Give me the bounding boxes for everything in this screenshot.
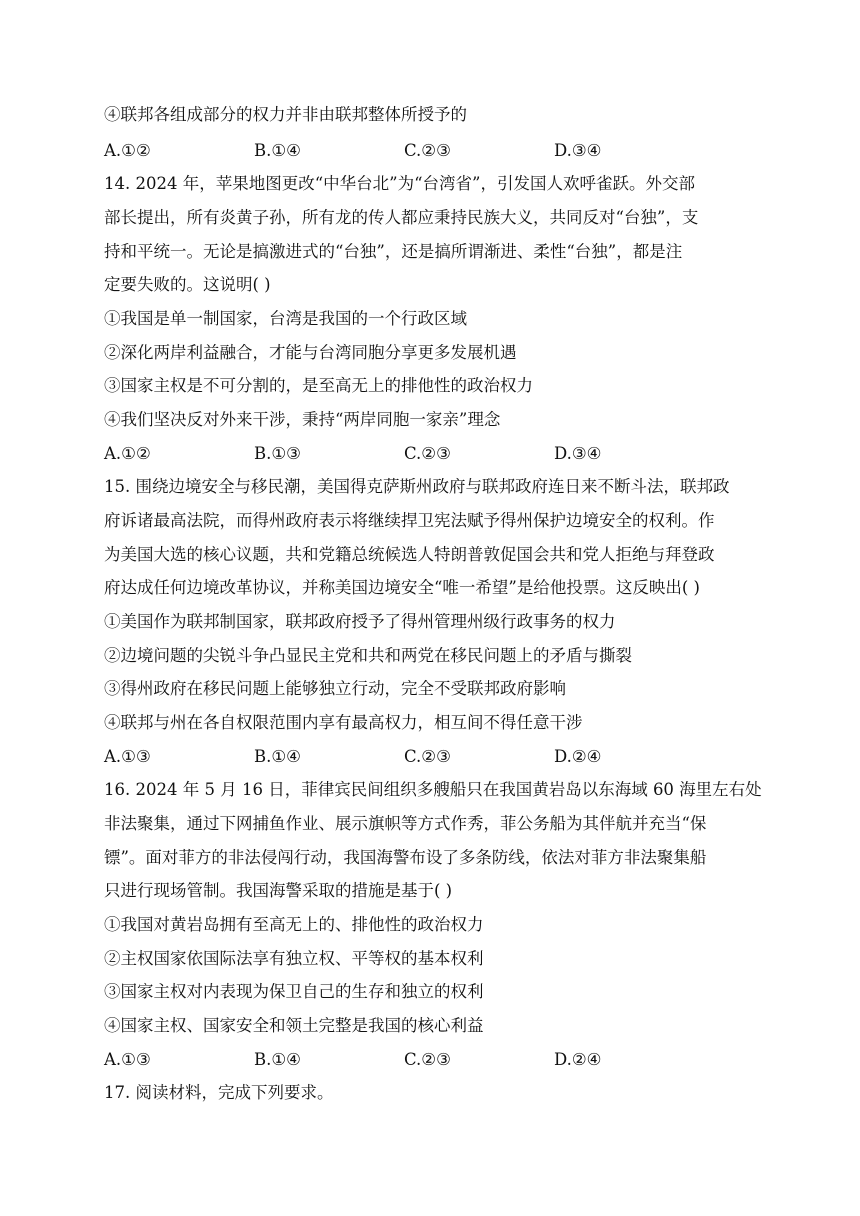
q15-option-d: D.②④ — [554, 747, 602, 766]
q16-stem-line-3: 镖”。面对菲方的非法侵闯行动，我国海警布设了多条防线，依法对菲方非法聚集船 — [104, 848, 707, 867]
q14-option-d: D.③④ — [554, 444, 602, 463]
q14-option-b: B.①③ — [254, 444, 301, 463]
q16-item-1: ①我国对黄岩岛拥有至高无上的、排他性的政治权力 — [104, 915, 484, 934]
q15-stem-line-2: 府诉诸最高法院，而得州政府表示将继续捍卫宪法赋予得州保护边境安全的权利。作 — [104, 511, 715, 530]
q16-option-d: D.②④ — [554, 1050, 602, 1069]
q14-item-3: ③国家主权是不可分割的，是至高无上的排他性的政治权力 — [104, 376, 533, 395]
q16-stem-line-1: 16. 2024 年 5 月 16 日，菲律宾民间组织多艘船只在我国黄岩岛以东海域 60 海里左右处 — [104, 780, 762, 799]
q13-option-b: B.①④ — [254, 141, 301, 160]
q16-option-a: A.①③ — [104, 1050, 151, 1069]
q13-option-a: A.①② — [104, 141, 151, 160]
q14-options — [104, 443, 664, 465]
q16-options — [104, 1049, 664, 1071]
q16-stem-line-4: 只进行现场管制。我国海警采取的措施是基于( ) — [104, 881, 453, 900]
q17-stem: 17. 阅读材料，完成下列要求。 — [104, 1083, 334, 1102]
q16-option-c: C.②③ — [404, 1050, 451, 1069]
q16-option-b: B.①④ — [254, 1050, 301, 1069]
q15-options — [104, 746, 664, 768]
q16-item-2: ②主权国家依国际法享有独立权、平等权的基本权利 — [104, 949, 484, 968]
q14-item-1: ①我国是单一制国家，台湾是我国的一个行政区域 — [104, 309, 467, 328]
q13-item-4: ④联邦各组成部分的权力并非由联邦整体所授予的 — [104, 105, 467, 124]
q13-options — [104, 140, 664, 162]
q15-item-3: ③得州政府在移民问题上能够独立行动，完全不受联邦政府影响 — [104, 679, 566, 698]
q15-item-2: ②边境问题的尖锐斗争凸显民主党和共和两党在移民问题上的矛盾与撕裂 — [104, 646, 632, 665]
q16-item-3: ③国家主权对内表现为保卫自己的生存和独立的权利 — [104, 982, 484, 1001]
q16-item-4: ④国家主权、国家安全和领土完整是我国的核心利益 — [104, 1016, 484, 1035]
q14-stem-line-4: 定要失败的。这说明( ) — [104, 275, 271, 294]
q15-item-4: ④联邦与州在各自权限范围内享有最高权力，相互间不得任意干涉 — [104, 713, 583, 732]
q15-option-b: B.①④ — [254, 747, 301, 766]
q15-item-1: ①美国作为联邦制国家，联邦政府授予了得州管理州级行政事务的权力 — [104, 612, 616, 631]
q14-item-4: ④我们坚决反对外来干涉，秉持“两岸同胞一家亲”理念 — [104, 410, 501, 429]
q14-option-c: C.②③ — [404, 444, 451, 463]
q14-stem-line-3: 持和平统一。无论是搞激进式的“台独”，还是搞所谓渐进、柔性“台独”，都是注 — [104, 242, 683, 261]
q16-stem-line-2: 非法聚集，通过下网捕鱼作业、展示旗帜等方式作秀，菲公务船为其伴航并充当“保 — [104, 814, 707, 833]
q15-stem-line-1: 15. 围绕边境安全与移民潮，美国得克萨斯州政府与联邦政府连日来不断斗法，联邦政 — [104, 477, 730, 496]
q13-option-d: D.③④ — [554, 141, 602, 160]
q15-option-a: A.①③ — [104, 747, 151, 766]
q15-stem-line-3: 为美国大选的核心议题，共和党籍总统候选人特朗普敦促国会共和党人拒绝与拜登政 — [104, 545, 715, 564]
q14-stem-line-2: 部长提出，所有炎黄子孙，所有龙的传人都应秉持民族大义，共同反对“台独”，支 — [104, 208, 699, 227]
q15-stem-line-4: 府达成任何边境改革协议，并称美国边境安全“唯一希望”是给他投票。这反映出( ) — [104, 578, 700, 597]
q13-option-c: C.②③ — [404, 141, 451, 160]
q14-stem-line-1: 14. 2024 年，苹果地图更改“中华台北”为“台湾省”，引发国人欢呼雀跃。外交部 — [104, 174, 695, 193]
q15-option-c: C.②③ — [404, 747, 451, 766]
q14-option-a: A.①② — [104, 444, 151, 463]
q14-item-2: ②深化两岸利益融合，才能与台湾同胞分享更多发展机遇 — [104, 343, 517, 362]
